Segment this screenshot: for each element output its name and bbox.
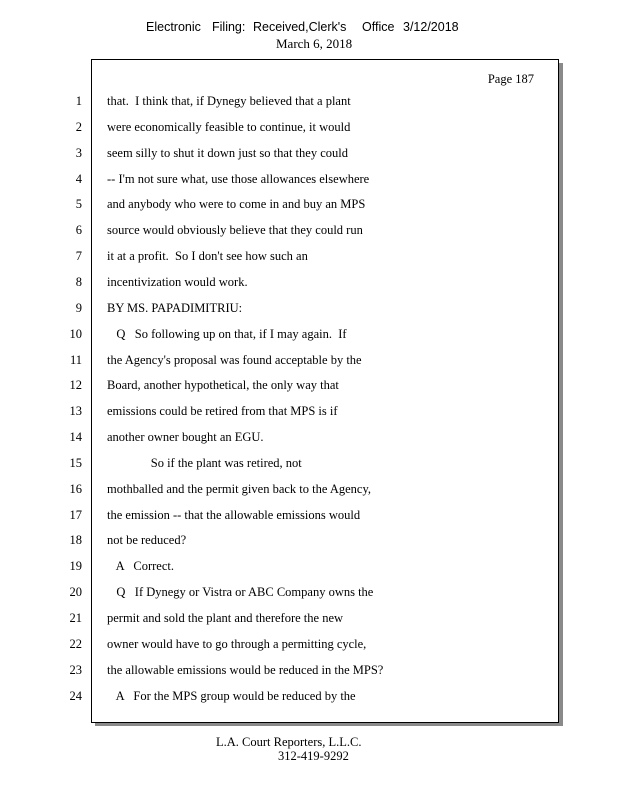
transcript-line: seem silly to shut it down just so that they could (107, 146, 348, 160)
line-number: 19 (69, 559, 82, 573)
line-number: 7 (75, 249, 82, 263)
line-number: 9 (75, 301, 82, 315)
line-number: 4 (75, 172, 82, 186)
stamp-march-date: March 6, 2018 (276, 36, 353, 51)
transcript-line: the Agency's proposal was found acceptable by the (107, 353, 362, 367)
footer-phone: 312-419-9292 (278, 749, 349, 763)
line-number: 5 (75, 197, 82, 211)
transcript-line: mothballed and the permit given back to the Agency, (107, 482, 372, 496)
transcript-line: Board, another hypothetical, the only way that (107, 378, 339, 392)
line-number: 15 (69, 456, 82, 470)
line-number: 18 (69, 533, 82, 547)
transcript-line: it at a profit. So I don't see how such an (107, 249, 308, 263)
transcript-line: emissions could be retired from that MPS is if (107, 404, 338, 418)
stamp-date: 3/12/2018 (403, 20, 459, 34)
line-number: 1 (75, 94, 82, 108)
transcript-line: permit and sold the plant and therefore the new (107, 611, 344, 625)
transcript-line: BY MS. PAPADIMITRIU: (107, 301, 243, 315)
line-number: 3 (75, 146, 82, 160)
line-number: 12 (69, 378, 82, 392)
transcript-line: another owner bought an EGU. (107, 430, 264, 444)
line-number: 10 (69, 327, 82, 341)
stamp-electronic: Electronic (146, 20, 201, 34)
transcript-line: A For the MPS group would be reduced by the (107, 689, 356, 703)
line-number: 20 (69, 585, 82, 599)
transcript-line: source would obviously believe that they could run (107, 223, 363, 237)
transcript-line: owner would have to go through a permitting cycle, (107, 637, 367, 651)
transcript-line: Q So following up on that, if I may again. If (107, 327, 347, 341)
line-number: 11 (69, 353, 82, 367)
line-number: 23 (69, 663, 82, 677)
line-number: 6 (75, 223, 82, 237)
line-number: 13 (69, 404, 82, 418)
transcript-line: the allowable emissions would be reduced in the MPS? (107, 663, 384, 677)
stamp-filing: Filing: (212, 20, 246, 34)
electronic-filing-stamp (0, 20, 618, 54)
transcript-line: incentivization would work. (107, 275, 248, 289)
stamp-office: Office (362, 20, 395, 34)
footer-reporter: L.A. Court Reporters, L.L.C. (216, 735, 362, 749)
page-number: Page 187 (487, 72, 534, 86)
line-number: 21 (69, 611, 82, 625)
transcript-line: the emission -- that the allowable emissions would (107, 508, 361, 522)
transcript-line: that. I think that, if Dynegy believed that a plant (107, 94, 351, 108)
transcript-line: and anybody who were to come in and buy an MPS (107, 197, 366, 211)
line-number: 17 (69, 508, 82, 522)
transcript-line: A Correct. (107, 559, 175, 573)
transcript-line: -- I'm not sure what, use those allowances elsewhere (107, 172, 370, 186)
line-number: 2 (75, 120, 82, 134)
stamp-received-clerks: Received,Clerk's (253, 20, 347, 34)
line-number: 8 (75, 275, 82, 289)
transcript-line: So if the plant was retired, not (107, 456, 302, 470)
transcript-line: were economically feasible to continue, it would (107, 120, 351, 134)
line-number: 22 (69, 637, 82, 651)
line-number: 16 (69, 482, 82, 496)
transcript-line: not be reduced? (107, 533, 187, 547)
transcript-line: Q If Dynegy or Vistra or ABC Company owns the (107, 585, 374, 599)
line-number: 24 (69, 689, 82, 703)
line-number: 14 (69, 430, 82, 444)
